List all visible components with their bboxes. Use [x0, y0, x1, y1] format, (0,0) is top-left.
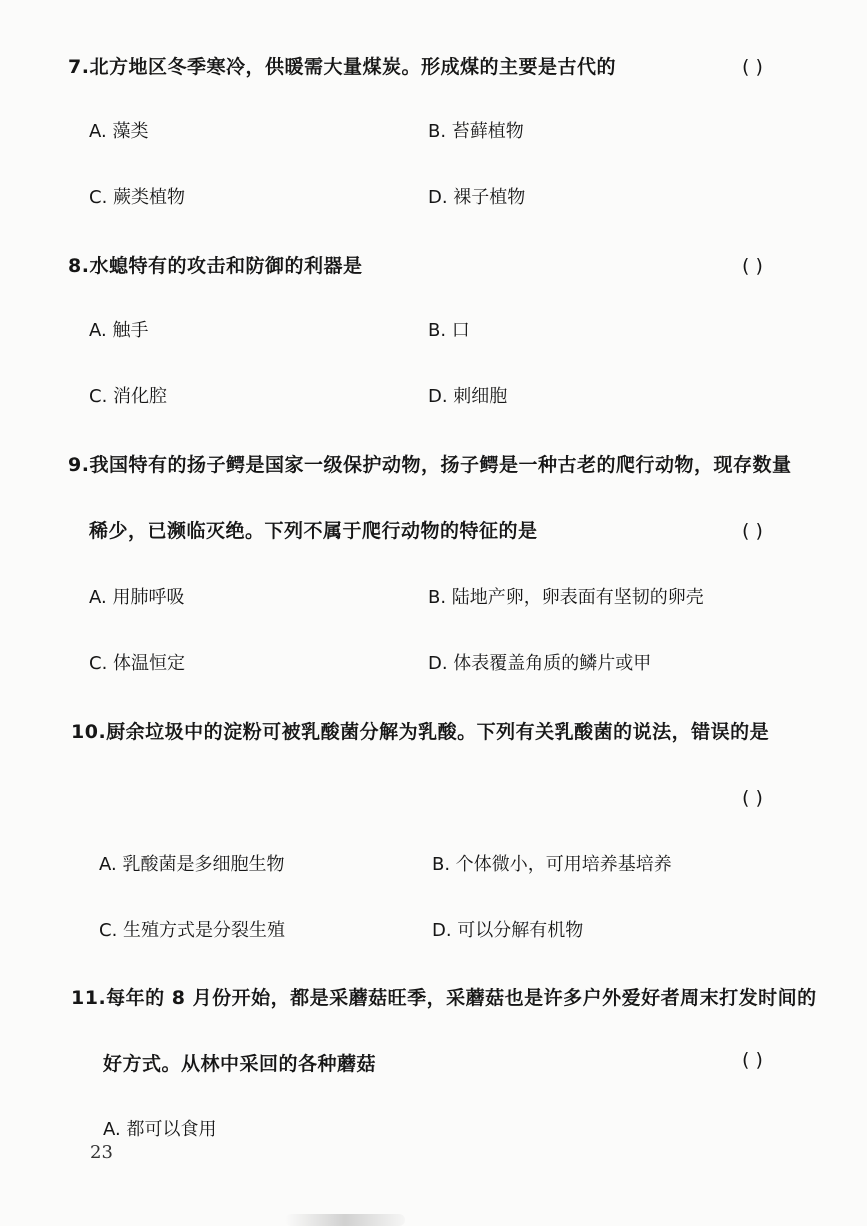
question-9-option-b: B. 陆地产卵，卵表面有坚韧的卵壳: [428, 587, 704, 608]
question-11-option-a: A. 都可以食用: [103, 1119, 217, 1140]
question-11-answer-paren: ( ): [742, 1049, 763, 1071]
question-8-answer-paren: ( ): [742, 255, 763, 277]
question-10-stem: 10.厨余垃圾中的淀粉可被乳酸菌分解为乳酸。下列有关乳酸菌的说法，错误的是: [71, 721, 770, 743]
question-7-option-a: A. 藻类: [89, 121, 149, 142]
question-10-answer-paren: ( ): [742, 787, 763, 809]
question-10-option-d: D. 可以分解有机物: [432, 920, 584, 941]
question-7-answer-paren: ( ): [742, 56, 763, 78]
question-7-option-d: D. 裸子植物: [428, 187, 526, 208]
question-8-option-c: C. 消化腔: [89, 386, 168, 407]
question-10-option-b: B. 个体微小，可用培养基培养: [432, 854, 672, 875]
question-9-option-a: A. 用肺呼吸: [89, 587, 185, 608]
question-9-stem-line-1: 9.我国特有的扬子鳄是国家一级保护动物，扬子鳄是一种古老的爬行动物，现存数量: [68, 454, 792, 476]
scan-smudge: [285, 1214, 405, 1226]
page-number-fragment: 23: [90, 1142, 113, 1163]
question-7-option-c: C. 蕨类植物: [89, 187, 186, 208]
question-9-answer-paren: ( ): [742, 520, 763, 542]
question-8-stem: 8.水螅特有的攻击和防御的利器是: [68, 255, 363, 277]
question-11-stem-line-2: 好方式。从林中采回的各种蘑菇: [103, 1053, 377, 1075]
question-9-option-c: C. 体温恒定: [89, 653, 186, 674]
question-8-option-d: D. 刺细胞: [428, 386, 508, 407]
question-7-stem: 7.北方地区冬季寒冷，供暖需大量煤炭。形成煤的主要是古代的: [68, 56, 616, 78]
question-9-option-d: D. 体表覆盖角质的鳞片或甲: [428, 653, 652, 674]
question-10-option-a: A. 乳酸菌是多细胞生物: [99, 854, 285, 875]
question-10-option-c: C. 生殖方式是分裂生殖: [99, 920, 286, 941]
question-9-stem-line-2: 稀少，已濒临灭绝。下列不属于爬行动物的特征的是: [89, 520, 538, 542]
question-8-option-b: B. 口: [428, 320, 470, 341]
question-7-option-b: B. 苔藓植物: [428, 121, 524, 142]
question-8-option-a: A. 触手: [89, 320, 149, 341]
question-11-stem-line-1: 11.每年的 8 月份开始，都是采蘑菇旺季，采蘑菇也是许多户外爱好者周末打发时间的: [71, 987, 817, 1009]
